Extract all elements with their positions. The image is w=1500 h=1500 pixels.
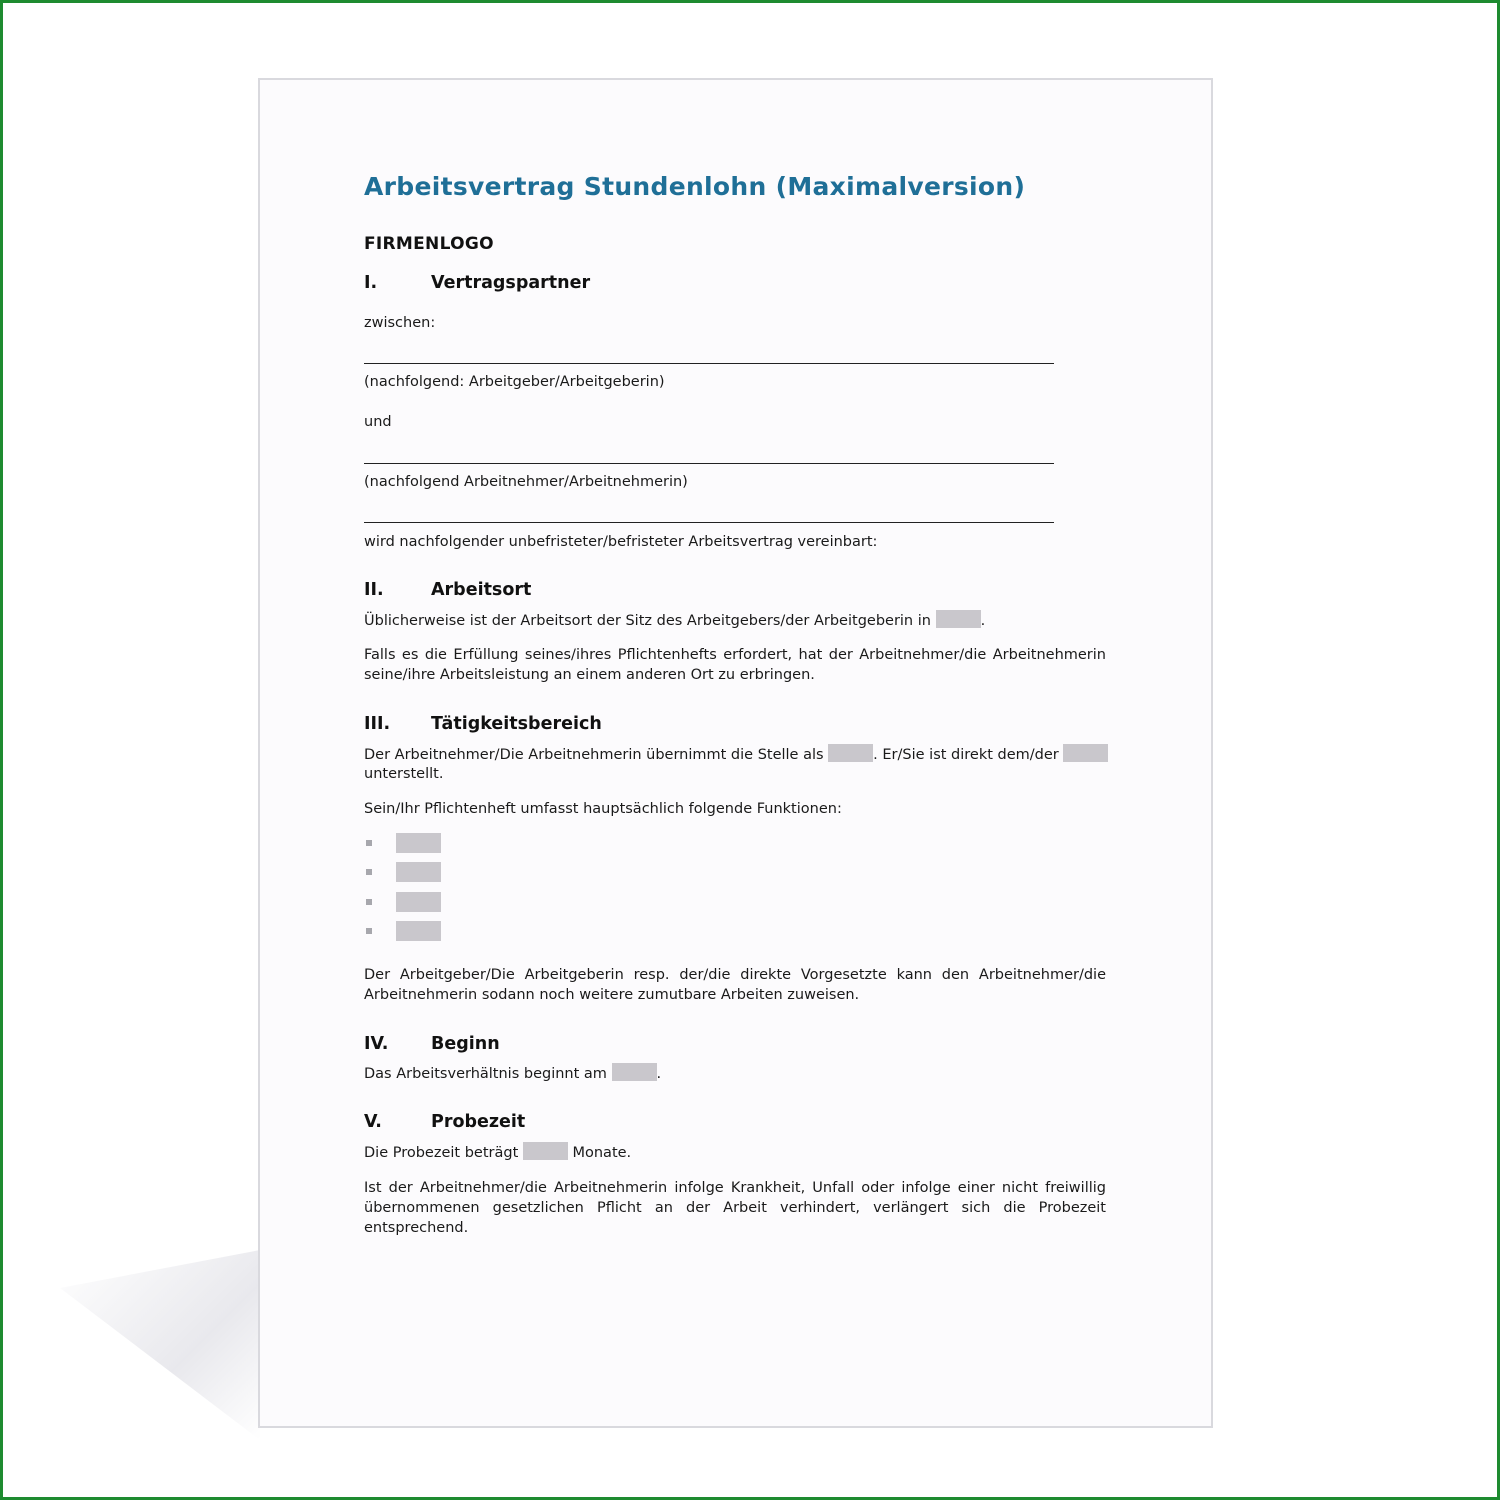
document-title: Arbeitsvertrag Stundenlohn (Maximalversion) bbox=[364, 172, 1026, 201]
duties-intro: Sein/Ihr Pflichtenheft umfasst hauptsächlich folgende Funktionen: bbox=[364, 801, 842, 817]
duty-field-2[interactable] bbox=[396, 862, 441, 882]
workplace-obligation-paragraph: Falls es die Erfüllung seines/ihres Pflichtenhefts erfordert, hat der Arbeitnehmer/die Arbeitnehmerin seine/ihre Arbeitsleistung an einem anderen Ort zu erbringen. bbox=[364, 647, 1106, 683]
section-heading-5 bbox=[364, 1112, 525, 1132]
section-title: Beginn bbox=[431, 1034, 500, 1054]
position-text: Der Arbeitnehmer/Die Arbeitnehmerin übernimmt die Stelle als bbox=[364, 747, 829, 763]
supervisor-text: . Er/Sie ist direkt dem/der bbox=[873, 747, 1064, 763]
additional-duties-paragraph: Der Arbeitgeber/Die Arbeitgeberin resp. der/die direkte Vorgesetzte kann den Arbeitnehmer/die Arbeitnehmerin sodann noch weitere zumutbare Arbeiten zuweisen. bbox=[364, 967, 1106, 1003]
section-heading-1 bbox=[364, 273, 590, 293]
bullet-marker bbox=[366, 840, 372, 846]
employee-note: (nachfolgend Arbeitnehmer/Arbeitnehmerin) bbox=[364, 474, 688, 490]
text-und: und bbox=[364, 414, 392, 430]
employer-note: (nachfolgend: Arbeitgeber/Arbeitgeberin) bbox=[364, 374, 665, 390]
period: . bbox=[656, 1066, 662, 1082]
document-page bbox=[258, 78, 1213, 1428]
employer-signature-line[interactable] bbox=[364, 363, 1054, 364]
section-heading-2 bbox=[364, 580, 531, 600]
duty-field-1[interactable] bbox=[396, 833, 441, 853]
workplace-city-field[interactable] bbox=[936, 610, 981, 628]
probation-text: Die Probezeit beträgt bbox=[364, 1145, 523, 1161]
months-text: Monate. bbox=[567, 1145, 632, 1161]
text-zwischen: zwischen: bbox=[364, 315, 436, 331]
position-paragraph bbox=[364, 744, 1108, 765]
bullet-marker bbox=[366, 928, 372, 934]
section-title: Probezeit bbox=[431, 1112, 526, 1132]
employee-signature-line[interactable] bbox=[364, 463, 1054, 464]
section-title: Tätigkeitsbereich bbox=[431, 714, 602, 734]
workplace-paragraph bbox=[364, 610, 985, 631]
probation-extension-paragraph: Ist der Arbeitnehmer/die Arbeitnehmerin infolge Krankheit, Unfall oder infolge einer nicht freiwillig übernommenen gesetzlichen Pflicht an der Arbeit verhindert, verlängert sich die Probezeit entsprechend. bbox=[364, 1180, 1106, 1236]
position-field[interactable] bbox=[828, 744, 873, 762]
section-number: V. bbox=[364, 1112, 382, 1132]
section-title: Vertragspartner bbox=[431, 273, 591, 293]
period: . bbox=[980, 613, 986, 629]
duty-field-3[interactable] bbox=[396, 892, 441, 912]
section-number: I. bbox=[364, 273, 378, 293]
bullet-marker bbox=[366, 869, 372, 875]
supervisor-field[interactable] bbox=[1063, 744, 1108, 762]
workplace-text: Üblicherweise ist der Arbeitsort der Sitz des Arbeitgebers/der Arbeitgeberin in bbox=[364, 613, 936, 629]
section-number: II. bbox=[364, 580, 384, 600]
start-date-text: Das Arbeitsverhältnis beginnt am bbox=[364, 1066, 612, 1082]
company-logo-placeholder: FIRMENLOGO bbox=[364, 234, 494, 254]
section-number: III. bbox=[364, 714, 391, 734]
section-heading-3 bbox=[364, 714, 602, 734]
probation-months-field[interactable] bbox=[523, 1142, 568, 1160]
bullet-marker bbox=[366, 899, 372, 905]
duty-field-4[interactable] bbox=[396, 921, 441, 941]
start-date-paragraph bbox=[364, 1063, 661, 1084]
section-title: Arbeitsort bbox=[431, 580, 532, 600]
position-paragraph-end: unterstellt. bbox=[364, 766, 444, 782]
start-date-field[interactable] bbox=[612, 1063, 657, 1081]
section-heading-4 bbox=[364, 1034, 500, 1054]
contract-closing-text: wird nachfolgender unbefristeter/befristeter Arbeitsvertrag vereinbart: bbox=[364, 534, 878, 550]
section-number: IV. bbox=[364, 1034, 389, 1054]
contract-line[interactable] bbox=[364, 522, 1054, 523]
page-shadow bbox=[60, 1250, 260, 1440]
probation-paragraph bbox=[364, 1142, 631, 1163]
